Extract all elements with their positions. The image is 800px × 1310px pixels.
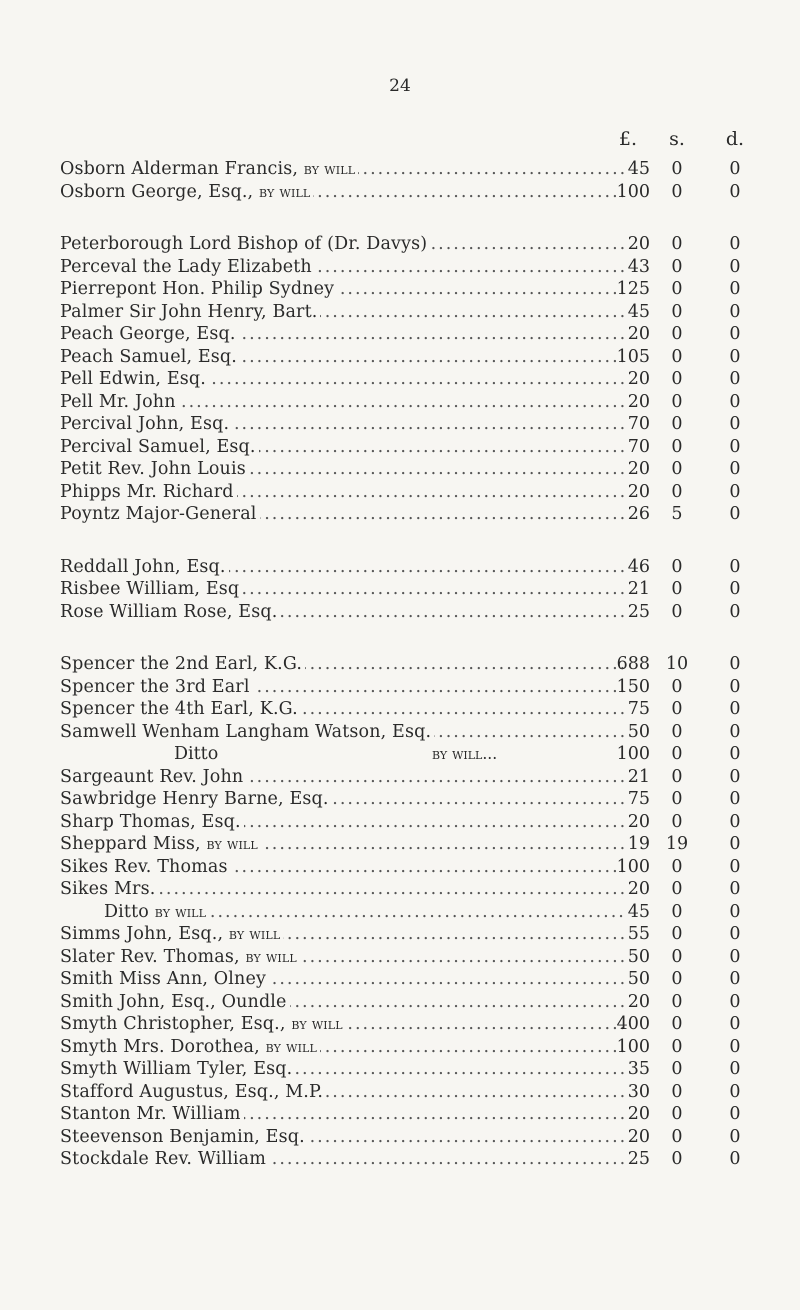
ledger-entry [0,301,800,324]
subscriber-name: Sawbridge Henry Barne, Esq. [60,789,329,809]
ledger-entry [0,766,800,789]
pence-amount: 0 [729,946,741,967]
pence-amount: 0 [729,579,741,599]
shillings-amount: 0 [671,279,683,299]
shillings-amount: 0 [671,234,683,254]
ledger-entry [0,1103,800,1126]
pounds-amount: 70 [627,436,650,457]
shillings-amount: 0 [671,579,683,599]
subscriber-name: Percival John, Esq. [60,414,230,434]
ledger-entry [0,1126,800,1149]
subscriber-name-cell [60,301,624,324]
ledger-entry [0,1081,800,1104]
pounds-amount: 75 [627,699,650,719]
pence-amount: 0 [729,991,741,1012]
bequest-note: by will [245,947,297,966]
pounds-amount: 20 [627,879,650,899]
pounds-amount: 400 [616,1014,650,1034]
subscriber-name: Peach George, Esq. [60,324,236,344]
shillings-amount: 0 [671,766,683,787]
bequest-note: by will [291,1015,343,1033]
ledger-entry [0,743,800,766]
bequest-note: by will [206,835,258,853]
ledger-entry [0,653,800,676]
subscriber-name: Petit Rev. John Louis [60,459,246,479]
pounds-amount: 20 [627,811,650,832]
pence-amount: 0 [729,789,741,809]
ledger-entry [0,721,800,744]
subscriber-name-cell [60,346,624,369]
ledger-entry [0,256,800,279]
pence-amount: 0 [729,901,741,922]
pounds-amount: 150 [616,676,650,697]
ledger-entry [0,856,800,879]
subscriber-name: Smyth Christopher, Esq., [60,1014,286,1034]
pence-amount: 0 [729,436,741,457]
shillings-amount: 0 [671,969,683,989]
ledger-entry [0,481,800,504]
pounds-header: £. [618,128,638,150]
subscriber-name: Peach Samuel, Esq. [60,346,237,367]
ledger-entry [0,788,800,811]
pence-amount: 0 [729,1036,741,1057]
subscriber-name-cell [60,856,624,879]
ledger-entry [0,578,800,601]
ledger-section [0,233,800,526]
shillings-amount: 19 [665,834,689,854]
subscriber-name-cell [60,233,624,256]
pence-amount: 0 [729,744,741,764]
shillings-amount: 0 [671,256,683,277]
subscriber-name: Ditto [104,901,149,922]
ledger-entry [0,1036,800,1059]
subscriber-name-cell [60,811,624,834]
pence-amount: 0 [729,811,741,832]
ledger-entry [0,391,800,414]
pounds-amount: 20 [627,391,650,412]
subscriber-name-cell [60,1148,624,1171]
subscriber-name-cell [60,676,624,699]
bequest-note: by will [265,1037,317,1056]
pounds-amount: 20 [627,234,650,254]
pence-amount: 0 [729,346,741,367]
subscriber-name-cell [60,323,624,346]
shillings-amount: 0 [671,856,683,877]
subscriber-name: Stafford Augustus, Esq., M.P. [60,1081,324,1102]
shillings-amount: 0 [671,301,683,322]
bequest-note: by will [154,902,207,921]
shillings-amount: 0 [671,481,683,502]
pounds-amount: 21 [627,579,650,599]
pounds-amount: 20 [627,324,650,344]
subscriber-name-cell [60,1103,624,1126]
subscriber-name-cell [60,556,624,579]
pence-amount: 0 [729,369,741,389]
subscriber-name-cell [60,1126,624,1149]
pence-amount: 0 [729,1014,741,1034]
subscriber-name-cell [60,788,624,811]
shillings-amount: 0 [671,744,683,764]
ledger-entry [0,233,800,256]
pounds-amount: 35 [627,1059,650,1079]
pounds-amount: 100 [616,856,650,877]
subscriber-name: Sheppard Miss, [60,834,201,854]
ledger-entry [0,346,800,369]
subscriber-name-cell [60,601,624,624]
pounds-amount: 30 [627,1081,650,1102]
pounds-amount: 100 [616,744,650,764]
pounds-amount: 45 [627,159,650,179]
shillings-amount: 0 [671,1104,683,1124]
subscriber-name-cell [60,991,624,1014]
pounds-amount: 45 [627,301,650,322]
pence-amount: 0 [729,256,741,277]
pounds-amount: 20 [627,369,650,389]
pounds-amount: 55 [627,924,650,944]
subscriber-name: Sargeaunt Rev. John [60,766,244,787]
shillings-amount: 0 [671,901,683,922]
subscriber-name-cell [60,833,624,856]
shillings-amount: 5 [671,504,683,524]
subscriber-name: Rose William Rose, Esq. [60,601,278,622]
ledger-section [0,556,800,624]
subscriber-name: Smith John, Esq., Oundle [60,991,287,1012]
pence-amount: 0 [729,924,741,944]
subscriber-name: Phipps Mr. Richard [60,481,234,502]
subscriber-name-cell [104,901,624,924]
pounds-amount: 20 [627,1126,650,1147]
subscriber-name: Poyntz Major-General [60,504,257,524]
subscriber-name: Smyth Mrs. Dorothea, [60,1036,260,1057]
subscriber-name: Percival Samuel, Esq. [60,436,256,457]
shillings-amount: 0 [671,721,683,742]
ledger-entry [0,278,800,301]
shillings-amount: 0 [671,601,683,622]
pounds-amount: 20 [627,459,650,479]
pounds-amount: 105 [616,346,650,367]
pounds-amount: 50 [627,721,650,742]
pence-amount: 0 [729,234,741,254]
pence-amount: 0 [729,459,741,479]
shillings-amount: 0 [671,324,683,344]
pence-amount: 0 [729,181,741,202]
pence-amount: 0 [729,391,741,412]
bequest-note: by will [259,182,311,201]
subscriber-name: Pell Mr. John [60,391,176,412]
subscriber-name: Stanton Mr. William [60,1104,241,1124]
pence-amount: 0 [729,324,741,344]
subscriber-name: Spencer the 3rd Earl [60,676,250,697]
ledger-entry [0,991,800,1014]
subscriber-name: Sikes Rev. Thomas [60,856,228,877]
shillings-amount: 0 [671,1081,683,1102]
subscriber-name-cell [60,1058,624,1081]
shillings-amount: 0 [671,879,683,899]
shillings-amount: 0 [671,159,683,179]
subscriber-name: Spencer the 4th Earl, K.G. [60,699,298,719]
subscriber-name: Samwell Wenham Langham Watson, Esq. [60,721,432,742]
ledger-entry [0,1148,800,1171]
pence-amount: 0 [729,1081,741,1102]
subscriber-name: Pell Edwin, Esq. [60,369,206,389]
subscriber-name-cell [60,721,624,744]
pounds-amount: 20 [627,1104,650,1124]
shillings-amount: 0 [671,991,683,1012]
shillings-amount: 0 [671,459,683,479]
pence-amount: 0 [729,159,741,179]
ledger-entry [0,368,800,391]
ledger-entry [0,323,800,346]
subscriber-name: Spencer the 2nd Earl, K.G. [60,654,303,674]
shillings-amount: 0 [671,1149,683,1169]
subscriber-name-cell [60,458,624,481]
subscriber-name: Sikes Mrs. [60,879,156,899]
shillings-amount: 0 [671,1036,683,1057]
subscriber-name-cell [60,181,624,204]
pounds-amount: 21 [627,766,650,787]
pounds-amount: 75 [627,789,650,809]
subscriber-name: Osborn George, Esq., [60,181,254,202]
subscriber-name: Stockdale Rev. William [60,1149,266,1169]
subscriber-name: Simms John, Esq., [60,924,224,944]
subscriber-name: Palmer Sir John Henry, Bart. [60,301,318,322]
pence-amount: 0 [729,556,741,577]
ledger-entry [0,676,800,699]
ledger-entry [0,968,800,991]
ledger-entry [0,503,800,526]
subscriber-name-cell [60,1081,624,1104]
bequest-note: by will... [432,745,498,763]
subscriber-name: Pierrepont Hon. Philip Sydney [60,279,335,299]
shillings-amount: 0 [671,811,683,832]
subscriber-name-cell [60,436,624,459]
pence-amount: 0 [729,279,741,299]
pounds-amount: 26 [627,504,650,524]
subscriber-name-cell [60,1013,624,1036]
pence-amount: 0 [729,879,741,899]
pence-amount: 0 [729,1149,741,1169]
shillings-amount: 0 [671,676,683,697]
pence-amount: 0 [729,504,741,524]
pounds-amount: 25 [627,601,650,622]
subscriber-name-cell [60,278,624,301]
ledger-entry [0,413,800,436]
subscriber-name: Steevenson Benjamin, Esq. [60,1126,305,1147]
ledger-entry [0,833,800,856]
subscriber-name-cell [60,256,624,279]
ledger-entry [0,811,800,834]
shillings-amount: 0 [671,414,683,434]
subscriber-name: Slater Rev. Thomas, [60,946,240,967]
ledger-section [0,158,800,203]
pence-header: d. [725,128,745,150]
pence-amount: 0 [729,414,741,434]
ledger-entry [0,1058,800,1081]
pence-amount: 0 [729,1126,741,1147]
subscriber-name: Smith Miss Ann, Olney [60,969,266,989]
pounds-amount: 46 [627,556,650,577]
ledger-entry [0,601,800,624]
subscriber-name: Osborn Alderman Francis, [60,159,299,179]
ledger-entry [0,878,800,901]
subscriber-name: Smyth William Tyler, Esq. [60,1059,293,1079]
shillings-amount: 10 [665,654,689,674]
pence-amount: 0 [729,856,741,877]
pence-amount: 0 [729,699,741,719]
page-number: 24 [389,76,411,96]
ledger-entry [0,436,800,459]
shillings-amount: 0 [671,946,683,967]
subscriber-name-cell [60,946,624,969]
pounds-amount: 125 [616,279,650,299]
subscriber-name: Reddall John, Esq. [60,556,226,577]
pence-amount: 0 [729,676,741,697]
ledger-section [0,653,800,1171]
shillings-amount: 0 [671,699,683,719]
pounds-amount: 688 [616,654,650,674]
subscriber-name-cell [60,968,624,991]
subscriber-name-cell [60,698,624,721]
shillings-amount: 0 [671,369,683,389]
pence-amount: 0 [729,481,741,502]
ledger-entry [0,946,800,969]
pounds-amount: 50 [627,946,650,967]
pence-amount: 0 [729,654,741,674]
pence-amount: 0 [729,766,741,787]
pence-amount: 0 [729,834,741,854]
subscriber-name-cell [60,923,624,946]
shillings-header: s. [669,128,685,150]
subscription-ledger [0,158,800,1201]
pence-amount: 0 [729,301,741,322]
subscriber-name-cell [60,158,624,181]
ledger-entry [0,458,800,481]
pounds-amount: 70 [627,414,650,434]
subscriber-name: Perceval the Lady Elizabeth [60,256,312,277]
shillings-amount: 0 [671,1014,683,1034]
ledger-entry [0,1013,800,1036]
ledger-entry [0,923,800,946]
shillings-amount: 0 [671,789,683,809]
subscriber-name-cell [60,413,624,436]
subscriber-name: Peterborough Lord Bishop of (Dr. Davys) [60,234,428,254]
shillings-amount: 0 [671,346,683,367]
pounds-amount: 100 [616,1036,650,1057]
subscriber-name: Sharp Thomas, Esq. [60,811,241,832]
shillings-amount: 0 [671,391,683,412]
pence-amount: 0 [729,721,741,742]
subscriber-name: Risbee William, Esq [60,579,240,599]
bequest-note: by will [228,925,281,943]
subscriber-name-cell [60,481,624,504]
pounds-amount: 19 [627,834,650,854]
subscriber-name-cell [60,766,624,789]
shillings-amount: 0 [671,436,683,457]
ledger-entry [0,181,800,204]
subscriber-name-cell [60,653,624,676]
ledger-entry [0,158,800,181]
shillings-amount: 0 [671,556,683,577]
ledger-entry [0,901,800,924]
pounds-amount: 43 [627,256,650,277]
pounds-amount: 20 [627,481,650,502]
pounds-amount: 50 [627,969,650,989]
pence-amount: 0 [729,1104,741,1124]
column-headers [0,128,800,154]
shillings-amount: 0 [671,1126,683,1147]
ledger-entry [0,556,800,579]
subscriber-name-cell [60,391,624,414]
shillings-amount: 0 [671,1059,683,1079]
pounds-amount: 100 [616,181,650,202]
pence-amount: 0 [729,1059,741,1079]
shillings-amount: 0 [671,924,683,944]
ledger-entry [0,698,800,721]
pounds-amount: 45 [627,901,650,922]
subscriber-name-cell [60,368,624,391]
pounds-amount: 20 [627,991,650,1012]
ditto-label: Ditto [174,744,219,764]
subscriber-name-cell [60,878,624,901]
pounds-amount: 25 [627,1149,650,1169]
pence-amount: 0 [729,969,741,989]
shillings-amount: 0 [671,181,683,202]
subscriber-name-cell [60,578,624,601]
bequest-note: by will [303,160,356,178]
subscriber-name-cell [60,503,624,526]
subscriber-name-cell [60,1036,624,1059]
pence-amount: 0 [729,601,741,622]
